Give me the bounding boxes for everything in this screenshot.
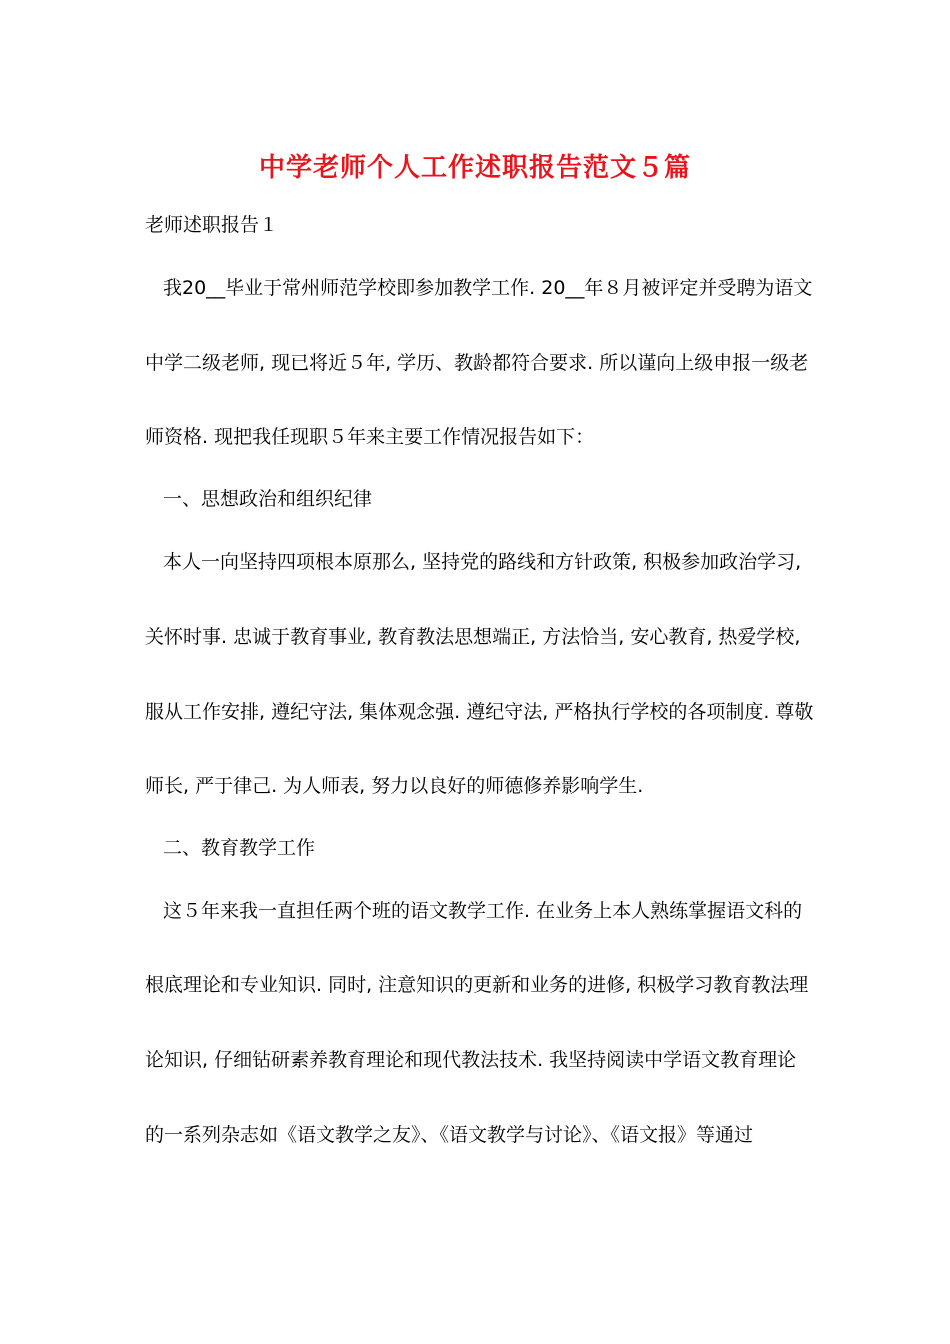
paragraph-line: 服从工作安排, 遵纪守法, 集体观念强. 遵纪守法, 严格执行学校的各项制度. 尊敬	[145, 701, 814, 723]
document-title: 中学老师个人工作述职报告范文５篇	[258, 153, 691, 183]
paragraph-line: 论知识, 仔细钻研素养教育理论和现代教法技术. 我坚持阅读中学语文教育理论	[145, 1049, 797, 1071]
section-heading-report-1: 老师述职报告１	[145, 214, 279, 236]
paragraph-line: 师资格. 现把我任现职５年来主要工作情况报告如下：	[145, 426, 595, 448]
section-heading-teaching: 二、教育教学工作	[163, 837, 316, 859]
paragraph-line: 这５年来我一直担任两个班的语文教学工作. 在业务上本人熟练掌握语文科的	[163, 900, 803, 922]
paragraph-line: 师长, 严于律己. 为人师表, 努力以良好的师德修养影响学生.	[145, 775, 644, 797]
paragraph-line: 的一系列杂志如《语文教学之友》、《语文教学与讨论》、《语文报》等通过	[145, 1124, 754, 1146]
section-heading-politics: 一、思想政治和组织纪律	[163, 488, 373, 510]
paragraph-line: 根底理论和专业知识. 同时, 注意知识的更新和业务的进修, 积极学习教育教法理	[145, 974, 809, 996]
paragraph-line: 中学二级老师, 现已将近５年, 学历、教龄都符合要求. 所以谨向上级申报一级老	[145, 352, 809, 374]
paragraph-line: 我20__毕业于常州师范学校即参加教学工作. 20__年８月被评定并受聘为语文	[163, 277, 813, 299]
paragraph-line: 关怀时事. 忠诚于教育事业, 教育教法思想端正, 方法恰当, 安心教育, 热爱学校,	[145, 626, 801, 648]
paragraph-line: 本人一向坚持四项根本原那么, 坚持党的路线和方针政策, 积极参加政治学习,	[163, 551, 802, 573]
